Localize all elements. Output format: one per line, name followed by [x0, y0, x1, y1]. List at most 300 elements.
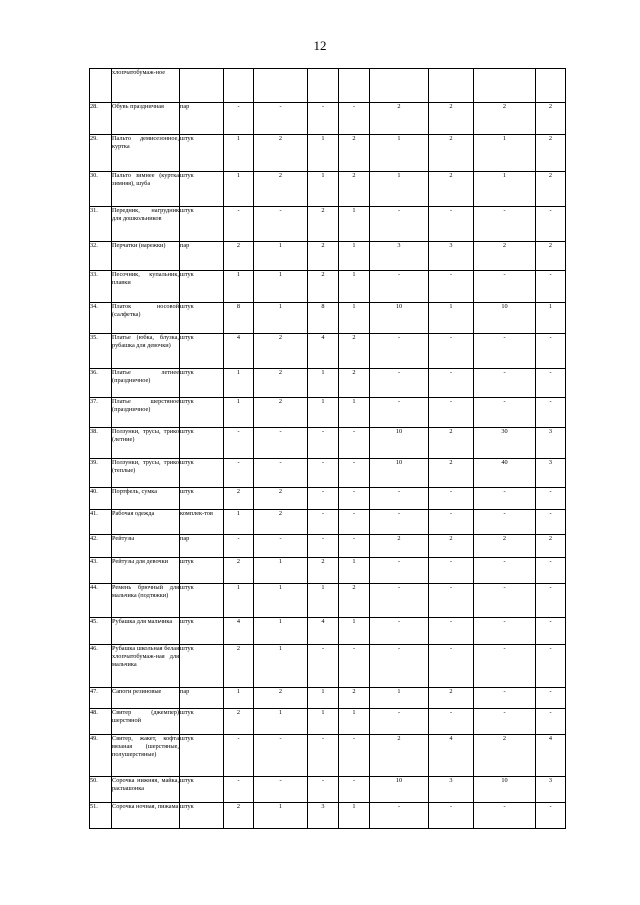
unit-of-measure: штук [180, 271, 224, 303]
value-cell: - [429, 488, 474, 510]
value-cell: 10 [370, 303, 429, 334]
value-cell: 2 [224, 242, 254, 271]
value-cell: 1 [339, 709, 370, 735]
value-cell: 8 [224, 303, 254, 334]
item-name: Песочник, купальник, плавки [112, 271, 180, 303]
value-cell: - [254, 428, 308, 459]
value-cell: - [429, 398, 474, 428]
table-row [90, 207, 566, 242]
value-cell: - [536, 803, 566, 829]
value-cell: 1 [308, 688, 339, 709]
item-name: Обувь праздничная [112, 103, 180, 135]
value-cell [339, 69, 370, 103]
value-cell: - [254, 459, 308, 488]
value-cell: 2 [339, 688, 370, 709]
value-cell: 10 [474, 303, 536, 334]
value-cell: - [339, 777, 370, 803]
value-cell: - [536, 645, 566, 688]
row-number: 44. [90, 584, 112, 618]
value-cell: - [429, 645, 474, 688]
value-cell: - [536, 558, 566, 584]
value-cell: - [429, 618, 474, 645]
value-cell: 4 [536, 735, 566, 777]
value-cell: - [254, 535, 308, 558]
value-cell: 2 [308, 558, 339, 584]
item-name: Платок носовой (салфетка) [112, 303, 180, 334]
value-cell: 1 [370, 688, 429, 709]
table-row [90, 488, 566, 510]
row-number: 43. [90, 558, 112, 584]
table-row [90, 103, 566, 135]
value-cell: 1 [308, 584, 339, 618]
value-cell: 2 [474, 103, 536, 135]
value-cell: 1 [339, 271, 370, 303]
value-cell: 4 [224, 334, 254, 369]
row-number: 31. [90, 207, 112, 242]
value-cell: 3 [536, 459, 566, 488]
value-cell: 2 [536, 103, 566, 135]
table-row [90, 398, 566, 428]
item-name: Перчатки (варежки) [112, 242, 180, 271]
value-cell: 1 [308, 135, 339, 172]
unit-of-measure: штук [180, 334, 224, 369]
value-cell: - [536, 618, 566, 645]
item-name: Рейтузы [112, 535, 180, 558]
value-cell: 1 [224, 369, 254, 398]
value-cell: - [429, 271, 474, 303]
value-cell: 1 [224, 398, 254, 428]
value-cell: 1 [224, 172, 254, 207]
value-cell: 1 [474, 135, 536, 172]
unit-of-measure: штук [180, 398, 224, 428]
value-cell: 2 [536, 535, 566, 558]
unit-of-measure: штук [180, 488, 224, 510]
value-cell: 4 [224, 618, 254, 645]
unit-of-measure: штук [180, 777, 224, 803]
value-cell: 2 [339, 334, 370, 369]
row-number: 33. [90, 271, 112, 303]
unit-of-measure: штук [180, 709, 224, 735]
value-cell: 4 [308, 334, 339, 369]
unit-of-measure: штук [180, 584, 224, 618]
value-cell: - [254, 777, 308, 803]
table-row [90, 135, 566, 172]
value-cell: - [339, 488, 370, 510]
value-cell: - [339, 645, 370, 688]
value-cell: 10 [370, 459, 429, 488]
item-name: Рабочая одежда [112, 510, 180, 535]
value-cell: - [429, 207, 474, 242]
value-cell: 2 [339, 172, 370, 207]
table-row [90, 803, 566, 829]
item-name: хлопчатобумаж-ное [112, 69, 180, 103]
value-cell: - [224, 103, 254, 135]
table-row [90, 334, 566, 369]
item-name: Ремень брючный для мальчика (подтяжки) [112, 584, 180, 618]
table-row [90, 688, 566, 709]
value-cell: - [308, 428, 339, 459]
value-cell: 1 [308, 369, 339, 398]
value-cell: 2 [224, 803, 254, 829]
unit-of-measure: пар [180, 103, 224, 135]
value-cell: 1 [254, 558, 308, 584]
value-cell: 2 [474, 242, 536, 271]
value-cell: - [536, 369, 566, 398]
value-cell: 1 [224, 688, 254, 709]
item-name: Пальто демисезонное, куртка [112, 135, 180, 172]
value-cell: - [429, 709, 474, 735]
item-name: Рейтузы для девочки [112, 558, 180, 584]
value-cell: - [370, 584, 429, 618]
value-cell: - [474, 271, 536, 303]
value-cell: - [224, 735, 254, 777]
value-cell: 10 [474, 777, 536, 803]
value-cell: 2 [254, 135, 308, 172]
item-name: Ползунки, трусы, трико (теплые) [112, 459, 180, 488]
unit-of-measure: пар [180, 535, 224, 558]
value-cell: 4 [429, 735, 474, 777]
table-row [90, 69, 566, 103]
value-cell: 2 [308, 271, 339, 303]
unit-of-measure: штук [180, 207, 224, 242]
value-cell: 2 [254, 369, 308, 398]
value-cell: 1 [429, 303, 474, 334]
value-cell: - [339, 535, 370, 558]
table-row [90, 645, 566, 688]
value-cell: 3 [536, 428, 566, 459]
value-cell: - [308, 645, 339, 688]
table-row [90, 428, 566, 459]
value-cell: 2 [339, 135, 370, 172]
item-name: Сапоги резиновые [112, 688, 180, 709]
unit-of-measure: штук [180, 428, 224, 459]
value-cell: 1 [254, 584, 308, 618]
row-number: 48. [90, 709, 112, 735]
row-number: 36. [90, 369, 112, 398]
unit-of-measure: комплек-тов [180, 510, 224, 535]
item-name: Ползунки, трусы, трико (летние) [112, 428, 180, 459]
value-cell: - [370, 334, 429, 369]
value-cell: - [536, 584, 566, 618]
value-cell: - [474, 334, 536, 369]
row-number: 30. [90, 172, 112, 207]
value-cell: - [308, 459, 339, 488]
value-cell: 1 [254, 271, 308, 303]
value-cell: - [474, 618, 536, 645]
allowance-table [89, 68, 566, 829]
value-cell: - [429, 510, 474, 535]
value-cell: 2 [339, 584, 370, 618]
unit-of-measure: штук [180, 618, 224, 645]
value-cell: 2 [536, 135, 566, 172]
value-cell: 2 [308, 207, 339, 242]
item-name: Сорочка нижняя, майка, распашонка [112, 777, 180, 803]
item-name: Рубашка школьная белая хлопчатобумаж-ная для мальчика [112, 645, 180, 688]
value-cell: - [474, 688, 536, 709]
value-cell: - [536, 688, 566, 709]
item-name: Сорочка ночная, пижама [112, 803, 180, 829]
value-cell: - [308, 735, 339, 777]
item-name: Платье шерстяное (праздничное) [112, 398, 180, 428]
value-cell: 1 [254, 645, 308, 688]
row-number: 28. [90, 103, 112, 135]
value-cell: - [536, 709, 566, 735]
value-cell: 1 [339, 618, 370, 645]
item-name: Платье летнее (праздничное) [112, 369, 180, 398]
value-cell: 1 [339, 398, 370, 428]
value-cell: - [370, 398, 429, 428]
value-cell: - [474, 803, 536, 829]
value-cell: - [370, 510, 429, 535]
value-cell: - [339, 428, 370, 459]
value-cell: - [429, 584, 474, 618]
value-cell: - [474, 645, 536, 688]
value-cell: - [224, 459, 254, 488]
item-name: Рубашка для мальчика [112, 618, 180, 645]
value-cell: 2 [536, 242, 566, 271]
value-cell: 2 [370, 535, 429, 558]
item-name: Платье (юбка, блузка, рубашка для девочки) [112, 334, 180, 369]
value-cell: 3 [308, 803, 339, 829]
unit-of-measure: штук [180, 645, 224, 688]
value-cell: 1 [370, 135, 429, 172]
value-cell: - [224, 207, 254, 242]
value-cell: 1 [474, 172, 536, 207]
page-number: 12 [313, 38, 327, 53]
value-cell: - [370, 645, 429, 688]
value-cell: - [339, 459, 370, 488]
value-cell: - [339, 103, 370, 135]
table-row [90, 459, 566, 488]
value-cell: - [474, 558, 536, 584]
value-cell: - [370, 618, 429, 645]
table-row [90, 777, 566, 803]
value-cell: - [308, 510, 339, 535]
row-number: 29. [90, 135, 112, 172]
value-cell: - [254, 735, 308, 777]
value-cell: 3 [429, 242, 474, 271]
unit-of-measure: штук [180, 135, 224, 172]
value-cell: - [339, 510, 370, 535]
unit-of-measure: пар [180, 688, 224, 709]
value-cell [308, 69, 339, 103]
table-row [90, 558, 566, 584]
value-cell: 2 [429, 535, 474, 558]
value-cell: 2 [254, 172, 308, 207]
value-cell: 2 [474, 535, 536, 558]
row-number: 34. [90, 303, 112, 334]
value-cell: 1 [339, 207, 370, 242]
unit-of-measure [180, 69, 224, 103]
value-cell: 2 [224, 645, 254, 688]
row-number: 45. [90, 618, 112, 645]
value-cell: 2 [254, 510, 308, 535]
value-cell: - [370, 207, 429, 242]
value-cell: 3 [429, 777, 474, 803]
table-row [90, 242, 566, 271]
unit-of-measure: штук [180, 459, 224, 488]
value-cell: 2 [308, 242, 339, 271]
table-row [90, 369, 566, 398]
value-cell: - [474, 488, 536, 510]
unit-of-measure: штук [180, 369, 224, 398]
row-number: 39. [90, 459, 112, 488]
value-cell: 30 [474, 428, 536, 459]
value-cell [254, 69, 308, 103]
value-cell: - [429, 558, 474, 584]
row-number: 40. [90, 488, 112, 510]
value-cell: 2 [370, 103, 429, 135]
value-cell: - [536, 510, 566, 535]
table-row [90, 510, 566, 535]
value-cell: - [474, 369, 536, 398]
value-cell: 2 [429, 135, 474, 172]
unit-of-measure: штук [180, 735, 224, 777]
value-cell: - [308, 777, 339, 803]
value-cell: 1 [339, 303, 370, 334]
value-cell: 2 [429, 428, 474, 459]
value-cell: - [536, 334, 566, 369]
value-cell: 3 [370, 242, 429, 271]
value-cell: 1 [339, 558, 370, 584]
value-cell: - [474, 398, 536, 428]
value-cell: 2 [536, 172, 566, 207]
unit-of-measure: штук [180, 803, 224, 829]
value-cell: - [224, 535, 254, 558]
value-cell: 4 [308, 618, 339, 645]
value-cell: 2 [429, 103, 474, 135]
value-cell: 2 [474, 735, 536, 777]
table-row [90, 618, 566, 645]
row-number: 51. [90, 803, 112, 829]
value-cell: 3 [536, 777, 566, 803]
value-cell: 2 [339, 369, 370, 398]
value-cell [474, 69, 536, 103]
value-cell: 1 [339, 803, 370, 829]
item-name: Свитер (джемпер) шерстяной [112, 709, 180, 735]
row-number: 50. [90, 777, 112, 803]
value-cell: - [474, 709, 536, 735]
unit-of-measure: штук [180, 172, 224, 207]
table-row [90, 172, 566, 207]
value-cell: 1 [370, 172, 429, 207]
row-number: 46. [90, 645, 112, 688]
table-row [90, 735, 566, 777]
table-row [90, 584, 566, 618]
value-cell: 1 [308, 709, 339, 735]
value-cell: 1 [308, 172, 339, 207]
value-cell: - [308, 535, 339, 558]
table-row [90, 303, 566, 334]
value-cell: 40 [474, 459, 536, 488]
value-cell: - [308, 103, 339, 135]
value-cell: - [429, 803, 474, 829]
value-cell: 2 [254, 398, 308, 428]
item-name: Свитер, жакет, кофта вязаная (шерстяные, полушерстяные) [112, 735, 180, 777]
value-cell: - [339, 735, 370, 777]
row-number: 38. [90, 428, 112, 459]
value-cell: 1 [254, 618, 308, 645]
value-cell: 1 [339, 242, 370, 271]
value-cell: 2 [224, 558, 254, 584]
row-number: 49. [90, 735, 112, 777]
value-cell: 1 [308, 398, 339, 428]
row-number: 41. [90, 510, 112, 535]
value-cell: 2 [224, 488, 254, 510]
unit-of-measure: штук [180, 558, 224, 584]
value-cell: 2 [254, 688, 308, 709]
value-cell: 2 [429, 459, 474, 488]
value-cell: 2 [224, 709, 254, 735]
value-cell: 1 [254, 242, 308, 271]
value-cell: 2 [370, 735, 429, 777]
value-cell: 10 [370, 777, 429, 803]
value-cell: - [370, 709, 429, 735]
value-cell: - [429, 334, 474, 369]
value-cell: 1 [224, 135, 254, 172]
value-cell: - [254, 103, 308, 135]
value-cell: - [536, 207, 566, 242]
value-cell: - [536, 271, 566, 303]
value-cell: 1 [536, 303, 566, 334]
value-cell [370, 69, 429, 103]
value-cell: - [370, 803, 429, 829]
value-cell: - [370, 488, 429, 510]
value-cell [429, 69, 474, 103]
item-name: Пальто зимнее (куртка зимняя), шуба [112, 172, 180, 207]
value-cell: - [474, 207, 536, 242]
value-cell: - [370, 369, 429, 398]
value-cell: 2 [429, 688, 474, 709]
unit-of-measure: штук [180, 303, 224, 334]
value-cell: - [536, 398, 566, 428]
value-cell: 10 [370, 428, 429, 459]
value-cell: - [474, 510, 536, 535]
value-cell: - [224, 777, 254, 803]
value-cell: - [254, 207, 308, 242]
value-cell: 1 [224, 510, 254, 535]
value-cell: 1 [224, 271, 254, 303]
item-name: Портфель, сумка [112, 488, 180, 510]
value-cell: - [308, 488, 339, 510]
value-cell [224, 69, 254, 103]
table-row [90, 709, 566, 735]
value-cell: 8 [308, 303, 339, 334]
value-cell: - [370, 558, 429, 584]
value-cell: 2 [254, 334, 308, 369]
item-name: Передник, нагрудник для дошкольников [112, 207, 180, 242]
value-cell: - [370, 271, 429, 303]
value-cell: 2 [254, 488, 308, 510]
table-row [90, 271, 566, 303]
row-number: 37. [90, 398, 112, 428]
row-number [90, 69, 112, 103]
value-cell: 1 [254, 803, 308, 829]
row-number: 47. [90, 688, 112, 709]
unit-of-measure: пар [180, 242, 224, 271]
row-number: 32. [90, 242, 112, 271]
table-row [90, 535, 566, 558]
value-cell: 2 [429, 172, 474, 207]
value-cell: 1 [224, 584, 254, 618]
value-cell: 1 [254, 303, 308, 334]
row-number: 35. [90, 334, 112, 369]
value-cell [536, 69, 566, 103]
value-cell: - [429, 369, 474, 398]
value-cell: - [474, 584, 536, 618]
value-cell: - [536, 488, 566, 510]
row-number: 42. [90, 535, 112, 558]
